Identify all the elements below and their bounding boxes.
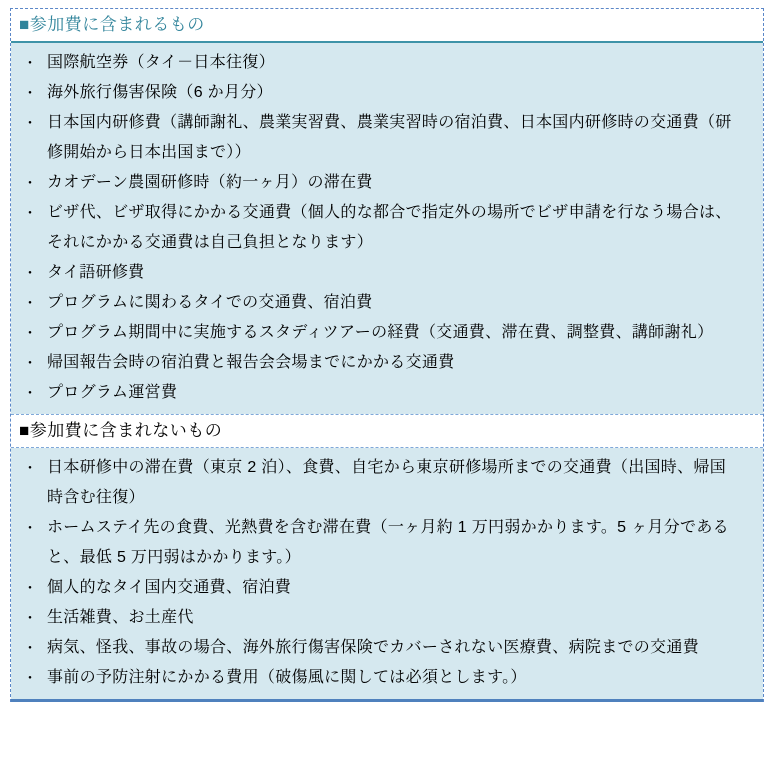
list-item xyxy=(11,78,741,108)
list-item xyxy=(11,633,741,663)
list-item-text: 国際航空券（タイ－日本往復） xyxy=(47,54,275,71)
list-item-text: 日本国内研修費（講師謝礼、農業実習費、農業実習時の宿泊費、日本国内研修時の交通費（研修開始から日本出国まで）） xyxy=(47,114,732,161)
list-item xyxy=(11,573,741,603)
excluded-items-section xyxy=(11,448,763,699)
list-item-text: 個人的なタイ国内交通費、宿泊費 xyxy=(47,579,292,596)
list-item xyxy=(11,318,741,348)
list-item-text: プログラムに関わるタイでの交通費、宿泊費 xyxy=(47,294,373,311)
list-item-text: ホームステイ先の食費、光熱費を含む滞在費（一ヶ月約 1 万円弱かかります。5 ヶ月分であると、最低 5 万円弱はかかります。） xyxy=(47,519,729,566)
list-item xyxy=(11,168,741,198)
bullet-icon: ・ xyxy=(23,295,38,311)
list-item xyxy=(11,258,741,288)
list-item-text: 帰国報告会時の宿泊費と報告会会場までにかかる交通費 xyxy=(47,354,455,371)
bullet-icon: ・ xyxy=(23,670,38,686)
list-item xyxy=(11,513,741,573)
list-item xyxy=(11,198,741,258)
bullet-icon: ・ xyxy=(23,55,38,71)
list-item xyxy=(11,48,741,78)
bullet-icon: ・ xyxy=(23,640,38,656)
list-item-text: 生活雑費、お土産代 xyxy=(47,609,194,626)
bullet-icon: ・ xyxy=(23,205,38,221)
included-items-list xyxy=(11,43,763,414)
list-item-text: カオデーン農園研修時（約一ヶ月）の滞在費 xyxy=(47,174,373,191)
excluded-items-list xyxy=(11,448,763,699)
list-item-text: プログラム運営費 xyxy=(47,384,178,401)
list-item xyxy=(11,348,741,378)
list-item-text: プログラム期間中に実施するスタディツアーの経費（交通費、滞在費、調整費、講師謝礼） xyxy=(47,324,714,341)
bullet-icon: ・ xyxy=(23,610,38,626)
list-item xyxy=(11,378,741,408)
bullet-icon: ・ xyxy=(23,385,38,401)
bullet-icon: ・ xyxy=(23,580,38,596)
list-item-text: 海外旅行傷害保険（6 か月分） xyxy=(47,84,273,101)
included-section-header: ■参加費に含まれるもの xyxy=(11,9,763,41)
list-item xyxy=(11,288,741,318)
list-item xyxy=(11,663,741,693)
bullet-icon: ・ xyxy=(23,460,38,476)
excluded-section-header: ■参加費に含まれないもの xyxy=(11,415,763,447)
list-item-text: タイ語研修費 xyxy=(47,264,145,281)
bullet-icon: ・ xyxy=(23,355,38,371)
list-item-text: 日本研修中の滞在費（東京 2 泊）、食費、自宅から東京研修場所までの交通費（出国時、帰国時含む往復） xyxy=(47,459,726,506)
list-item xyxy=(11,108,741,168)
list-item xyxy=(11,603,741,633)
list-item xyxy=(11,453,741,513)
bullet-icon: ・ xyxy=(23,115,38,131)
bottom-border-rule xyxy=(11,699,763,702)
bullet-icon: ・ xyxy=(23,520,38,536)
bullet-icon: ・ xyxy=(23,325,38,341)
bullet-icon: ・ xyxy=(23,265,38,281)
bullet-icon: ・ xyxy=(23,175,38,191)
list-item-text: 事前の予防注射にかかる費用（破傷風に関しては必須とします。） xyxy=(47,669,527,686)
list-item-text: ビザ代、ビザ取得にかかる交通費（個人的な都合で指定外の場所でビザ申請を行なう場合は、それにかかる交通費は自己負担となります） xyxy=(47,204,732,251)
list-item-text: 病気、怪我、事故の場合、海外旅行傷害保険でカバーされない医療費、病院までの交通費 xyxy=(47,639,700,656)
bullet-icon: ・ xyxy=(23,85,38,101)
included-items-section xyxy=(11,43,763,414)
participation-fee-table xyxy=(10,8,764,702)
